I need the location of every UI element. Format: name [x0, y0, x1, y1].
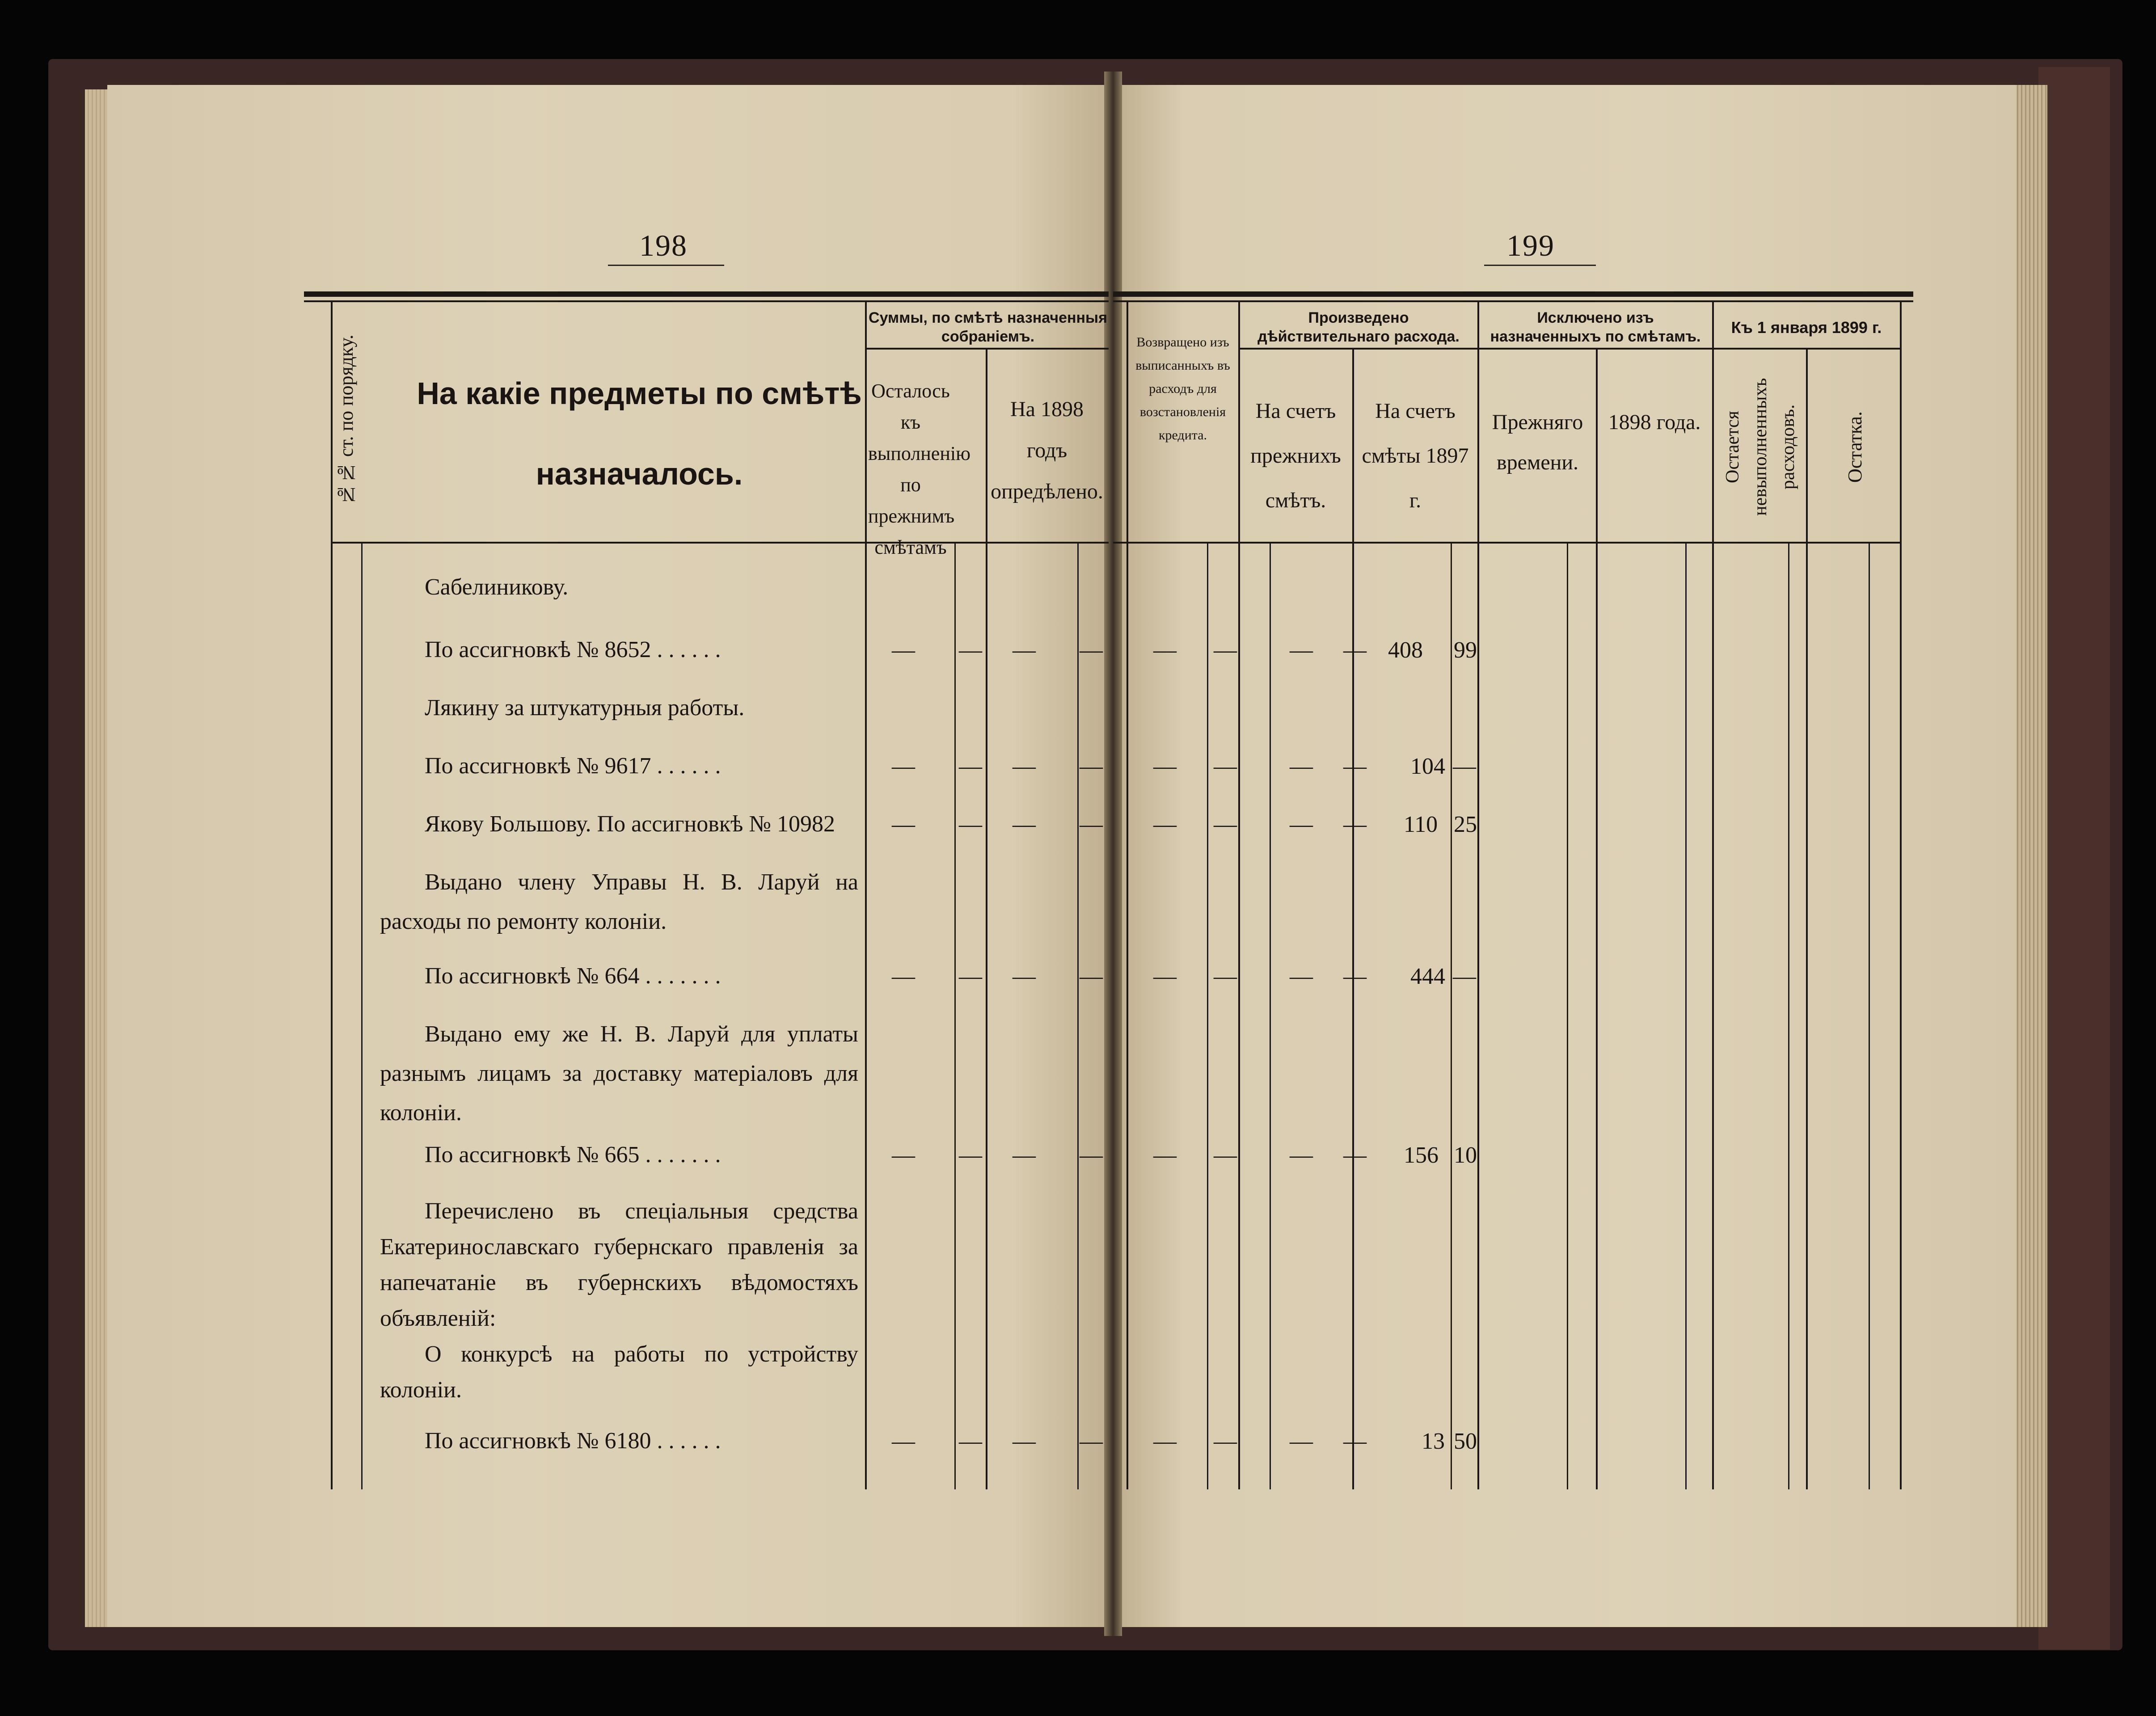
col-line [1477, 300, 1479, 1489]
empty-cell-dash: — [1153, 1143, 1177, 1168]
col-header-unfulfilled: Остается невыполненныхъ расходовъ. [1722, 378, 1798, 516]
empty-cell-dash: — [1343, 1429, 1367, 1454]
empty-cell-dash: — [892, 637, 915, 663]
book-gutter [1104, 72, 1122, 1636]
group-header-sums: Суммы, по смѣтѣ назначенныя собраніемъ. [869, 309, 1107, 345]
group-header-jan: Къ 1 января 1899 г. [1731, 318, 1882, 337]
col-header-prev-time: Прежняго времени. [1492, 410, 1583, 474]
empty-cell-dash: — [1343, 964, 1367, 989]
empty-cell-dash: — [1214, 754, 1237, 779]
empty-cell-dash: — [959, 964, 982, 989]
empty-cell-dash: — [1080, 964, 1103, 989]
empty-cell-dash: — [892, 1429, 915, 1454]
empty-cell-dash: — [1080, 637, 1103, 663]
page-number-right: 199 [1506, 228, 1555, 262]
empty-cell-dash: — [959, 1143, 982, 1168]
col-line [1238, 300, 1240, 1489]
entry-text: По ассигновкѣ № 8652 . . . . . . [425, 637, 721, 662]
amount-rubles: 110 [1404, 812, 1438, 837]
entry-text: Сабелиникову. [425, 574, 569, 600]
col-line [1451, 544, 1452, 1489]
empty-cell-dash: — [1153, 964, 1177, 989]
empty-cell-dash: — [1290, 1143, 1313, 1168]
col-line [1352, 348, 1354, 1489]
col-line [1127, 300, 1128, 1489]
entry-text: О конкурсѣ на работы по устройству колоніи. [380, 1341, 858, 1403]
empty-cell-dash: — [1153, 1429, 1177, 1454]
amount-rubles: 408 [1388, 637, 1423, 663]
col-line [1685, 544, 1687, 1489]
col-header-1897: На счетъ смѣты 1897 г. [1362, 399, 1469, 512]
empty-cell-dash: — [1153, 754, 1177, 779]
col-line [1596, 348, 1598, 1489]
empty-cell-dash: — [1080, 1143, 1103, 1168]
page-number-rule-right [1484, 265, 1596, 266]
col-line [1712, 300, 1714, 1489]
top-rule-right [1113, 291, 1913, 297]
group-header-excluded: Исключено изъ назначенныхъ по смѣтамъ. [1490, 309, 1701, 345]
empty-cell-dash: — [892, 754, 915, 779]
header-bottom-rule-right [1113, 542, 1900, 544]
col-header-prev: На счетъ прежнихъ смѣтъ. [1250, 399, 1341, 512]
amount-rubles: 444 [1410, 964, 1445, 989]
empty-cell-dash: — [1343, 812, 1367, 837]
empty-cell-dash: — [1013, 1143, 1036, 1168]
amount-rubles: 104 [1410, 754, 1445, 779]
page-number-left: 198 [639, 228, 688, 262]
col-line [1869, 544, 1870, 1489]
entry-text: Выдано члену Управы Н. В. Ларуй на расходы по ремонту колоніи. [380, 869, 858, 934]
col-line [1270, 544, 1271, 1489]
col-line [1788, 544, 1789, 1489]
col-header-returned: Возвращено изъ выписанныхъ въ расходъ для возстановленія кредита. [1135, 335, 1230, 443]
col-header-1898: На 1898 годъ опредѣлено. [991, 397, 1103, 503]
table-title-line1: На какіе предметы по смѣтѣ [417, 376, 862, 411]
empty-cell-dash: — [1214, 1143, 1237, 1168]
col-line [1567, 544, 1568, 1489]
empty-cell-dash: — [959, 754, 982, 779]
col-line [954, 544, 956, 1489]
empty-cell-dash: — [1214, 1429, 1237, 1454]
col-line [1900, 300, 1902, 1489]
amount-kopecks: 25 [1454, 812, 1477, 837]
col-header-order-no: №№ ст. по порядку. [335, 334, 357, 506]
top-rule-left [304, 291, 1109, 297]
entry-text: По ассигновкѣ № 9617 . . . . . . [425, 753, 721, 779]
top-rule-left-thin [304, 300, 1109, 302]
empty-cell-dash: — [959, 812, 982, 837]
top-rule-right-thin [1113, 300, 1913, 302]
empty-cell-dash: — [959, 1429, 982, 1454]
col-header-rest: Остатка. [1844, 411, 1866, 483]
amount-kopecks: 50 [1454, 1429, 1477, 1454]
amount-kopecks: — [1453, 754, 1476, 779]
amount-rubles: 13 [1422, 1429, 1445, 1454]
empty-cell-dash: — [1080, 754, 1103, 779]
empty-cell-dash: — [1013, 812, 1036, 837]
book-cover-edge [2038, 67, 2110, 1649]
empty-cell-dash: — [1290, 754, 1313, 779]
header-bottom-rule-left [331, 542, 1109, 544]
entry-text: Лякину за штукатурныя работы. [425, 695, 745, 721]
table-title [371, 353, 907, 514]
amount-kopecks: 99 [1454, 637, 1477, 663]
amount-kopecks: — [1453, 964, 1476, 989]
empty-cell-dash: — [1080, 812, 1103, 837]
amount-rubles: 156 [1404, 1143, 1439, 1168]
col-line [1806, 348, 1808, 1489]
col-header-1898-year: 1898 года. [1608, 410, 1701, 434]
empty-cell-dash: — [892, 964, 915, 989]
empty-cell-dash: — [1214, 637, 1237, 663]
entry-text: По ассигновкѣ № 665 . . . . . . . [425, 1142, 721, 1168]
empty-cell-dash: — [1290, 964, 1313, 989]
empty-cell-dash: — [959, 637, 982, 663]
empty-cell-dash: — [1080, 1429, 1103, 1454]
group-rule [1238, 348, 1900, 350]
empty-cell-dash: — [1290, 1429, 1313, 1454]
empty-cell-dash: — [1013, 754, 1036, 779]
col-line [1207, 544, 1208, 1489]
empty-cell-dash: — [892, 812, 915, 837]
entry-text: Якову Большову. По ассигновкѣ № 10982 [425, 811, 835, 837]
empty-cell-dash: — [1290, 637, 1313, 663]
col-line [361, 544, 363, 1489]
empty-cell-dash: — [1343, 637, 1367, 663]
col-header-remaining: Осталось къ выполненію по прежнимъ смѣтамъ [868, 380, 970, 558]
entry-text: По ассигновкѣ № 664 . . . . . . . [425, 963, 721, 989]
group-rule [865, 348, 1109, 350]
empty-cell-dash: — [1153, 812, 1177, 837]
empty-cell-dash: — [892, 1143, 915, 1168]
page-number-rule-left [608, 265, 724, 266]
empty-cell-dash: — [1343, 1143, 1367, 1168]
entry-text: Перечислено въ спеціальныя средства Екатеринославскаго губернскаго правленія за напечатаніе въ губернскихъ вѣдомостяхъ объявленій: [380, 1198, 858, 1331]
empty-cell-dash: — [1214, 812, 1237, 837]
group-header-actual: Произведено дѣйствительнаго расхода. [1257, 309, 1460, 345]
empty-cell-dash: — [1214, 964, 1237, 989]
table-title-line2: назначалось. [536, 456, 743, 491]
entry-text: Выдано ему же Н. В. Ларуй для уплаты разнымъ лицамъ за доставку матеріаловъ для колоніи. [380, 1021, 858, 1126]
empty-cell-dash: — [1013, 1429, 1036, 1454]
empty-cell-dash: — [1013, 964, 1036, 989]
empty-cell-dash: — [1290, 812, 1313, 837]
entry-text: По ассигновкѣ № 6180 . . . . . . [425, 1428, 721, 1454]
empty-cell-dash: — [1013, 637, 1036, 663]
empty-cell-dash: — [1343, 754, 1367, 779]
col-line [1077, 544, 1079, 1489]
col-line [986, 348, 987, 1489]
amount-kopecks: 10 [1454, 1143, 1477, 1168]
empty-cell-dash: — [1153, 637, 1177, 663]
